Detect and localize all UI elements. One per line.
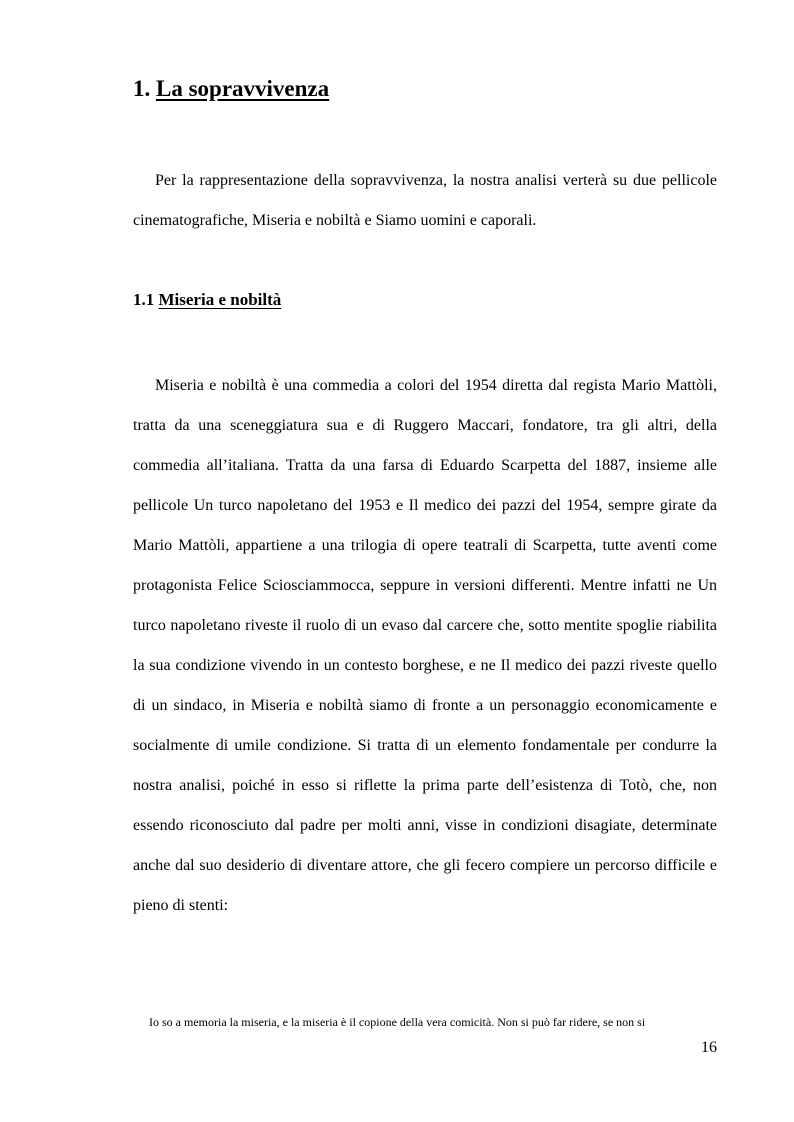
chapter-title: La sopravvivenza	[156, 76, 330, 101]
section-heading	[133, 288, 281, 312]
chapter-number: 1.	[133, 76, 151, 101]
section-title: Miseria e nobiltà	[158, 290, 282, 309]
intro-paragraph: Per la rappresentazione della sopravvivenza, la nostra analisi verterà su due pellicole cinematografiche, Miseria e nobiltà e Siamo uomini e caporali.	[133, 172, 717, 229]
block-quote: Io so a memoria la miseria, e la miseria è il copione della vera comicità. Non si può far ridere, se non si	[149, 1015, 646, 1029]
page-number: 16	[701, 1039, 717, 1056]
chapter-heading	[133, 74, 329, 104]
section-number: 1.1	[133, 290, 155, 309]
section-paragraph: Miseria e nobiltà è una commedia a colori del 1954 diretta dal regista Mario Mattòli, tratta da una sceneggiatura sua e di Ruggero Maccari, fondatore, tra gli altri, della commedia all’italiana. Tratta da una farsa di Eduardo Scarpetta del 1887, insieme alle pellicole Un turco napoletano del 1953 e Il medico dei pazzi del 1954, sempre girate da Mario Mattòli, appartiene a una trilogia di opere teatrali di Scarpetta, tutte aventi come protagonista Felice Sciosciammocca, seppure in versioni differenti. Mentre infatti ne Un turco napoletano riveste il ruolo di un evaso dal carcere che, sotto mentite spoglie riabilita la sua condizione vivendo in un contesto borghese, e ne Il medico dei pazzi riveste quello di un sindaco, in Miseria e nobiltà siamo di fronte a un personaggio economicamente e socialmente di umile condizione. Si tratta di un elemento fondamentale per condurre la nostra analisi, poiché in esso si riflette la prima parte dell’esistenza di Totò, che, non essendo riconosciuto dal padre per molti anni, visse in condizioni disagiate, determinate anche dal suo desiderio di diventare attore, che gli fecero compiere un percorso difficile e pieno di stenti:	[133, 377, 717, 914]
